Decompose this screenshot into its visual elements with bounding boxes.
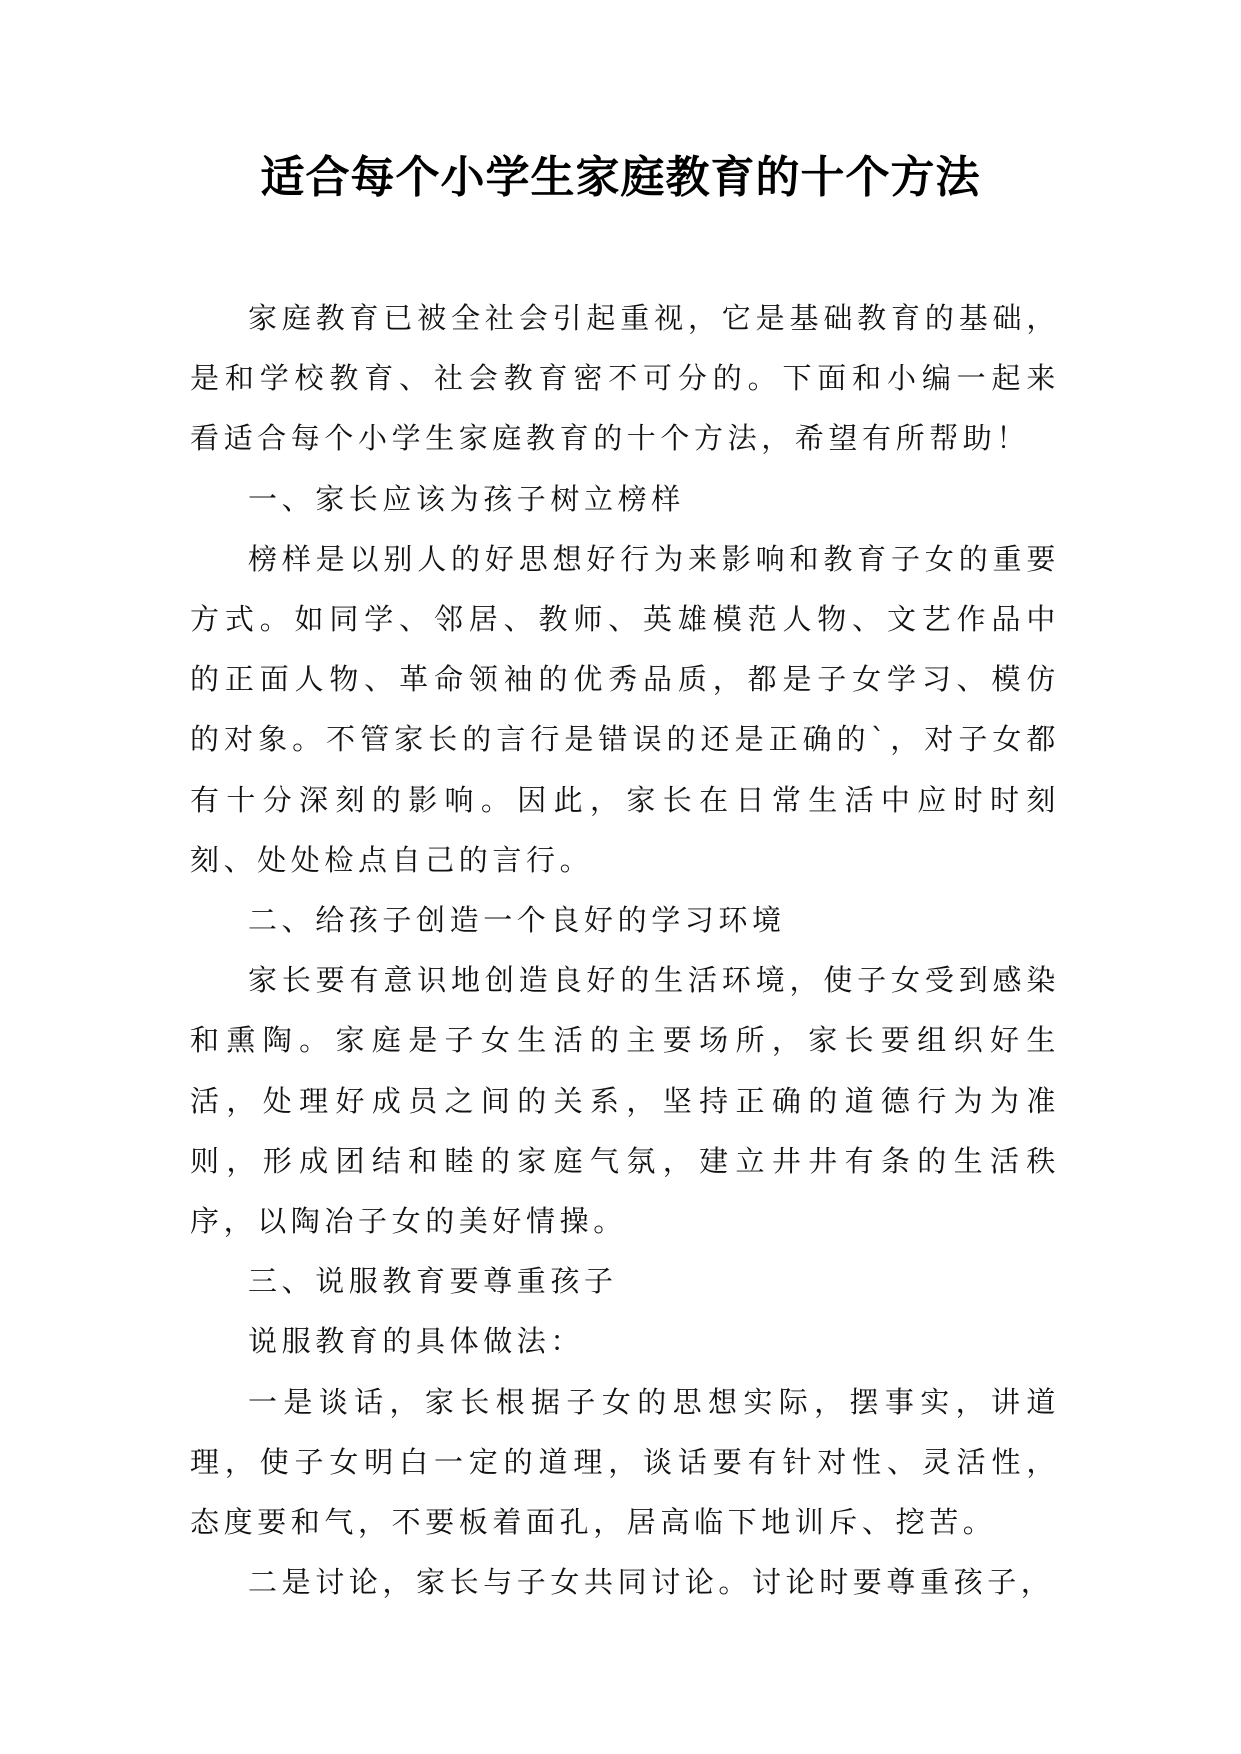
document-body	[190, 288, 1060, 1612]
section-paragraph-3a: 说服教育的具体做法：	[248, 1324, 585, 1359]
section-heading-2: 二、给孩子创造一个良好的学习环境	[248, 903, 786, 938]
section-paragraph-3c: 二是讨论，家长与子女共同讨论。讨论时要尊重孩子，	[248, 1565, 1055, 1600]
section-heading-3: 三、说服教育要尊重孩子	[248, 1264, 618, 1299]
section-paragraph-2: 家长要有意识地创造良好的生活环境，使子女受到感染和熏陶。家庭是子女生活的主要场所，家长要组织好生活，处理好成员之间的关系，坚持正确的道德行为为准则，形成团结和睦的家庭气氛，建立井井有条的生活秩序，以陶冶子女的美好情操。	[190, 963, 1060, 1239]
intro-paragraph: 家庭教育已被全社会引起重视，它是基础教育的基础，是和学校教育、社会教育密不可分的。下面和小编一起来看适合每个小学生家庭教育的十个方法，希望有所帮助！	[190, 301, 1060, 456]
section-heading-1: 一、家长应该为孩子树立榜样	[248, 481, 685, 516]
section-paragraph-1: 榜样是以别人的好思想好行为来影响和教育子女的重要方式。如同学、邻居、教师、英雄模范人物、文艺作品中的正面人物、革命领袖的优秀品质，都是子女学习、模仿的对象。不管家长的言行是错误的还是正确的`，对子女都有十分深刻的影响。因此，家长在日常生活中应时时刻刻、处处检点自己的言行。	[190, 541, 1060, 877]
section-paragraph-3b: 一是谈话，家长根据子女的思想实际，摆事实，讲道理，使子女明白一定的道理，谈话要有针对性、灵活性，态度要和气，不要板着面孔，居高临下地训斥、挖苦。	[190, 1384, 1060, 1540]
page-title: 适合每个小学生家庭教育的十个方法	[260, 152, 981, 203]
